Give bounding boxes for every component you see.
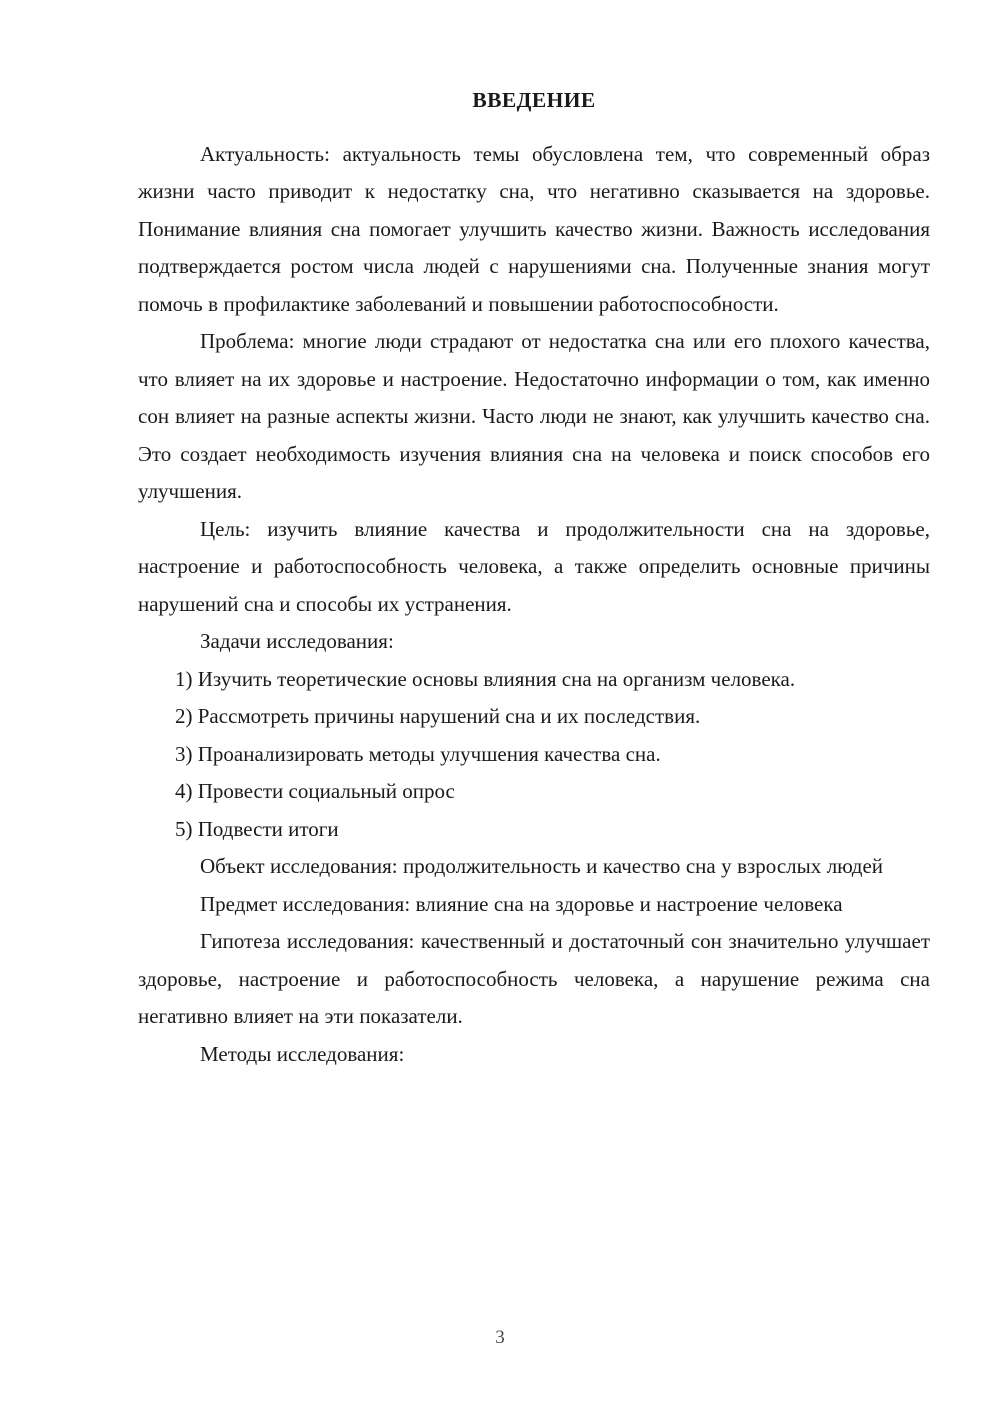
paragraph-hypothesis: Гипотеза исследования: качественный и достаточный сон значительно улучшает здоровье, настроение и работоспособность человека, а нарушение режима сна негативно влияет на эти показатели. bbox=[138, 929, 930, 1029]
list-item: 5) Подвести итоги bbox=[175, 816, 339, 841]
page-title: ВВЕДЕНИЕ bbox=[472, 88, 596, 112]
list-item: 2) Рассмотреть причины нарушений сна и их последствия. bbox=[175, 704, 701, 729]
page-number: 3 bbox=[495, 1327, 505, 1348]
paragraph-object: Объект исследования: продолжительность и качество сна у взрослых людей bbox=[200, 854, 884, 879]
paragraph-problem: Проблема: многие люди страдают от недостатка сна или его плохого качества, что влияет на их здоровье и настроение. Недостаточно информации о том, как именно сон влияет на разные аспекты жизни. Часто люди не знают, как улучшить качество сна. Это создает необходимость изучения влияния сна на человека и поиск способов его улучшения. bbox=[138, 329, 930, 504]
paragraph-goal: Цель: изучить влияние качества и продолжительности сна на здоровье, настроение и работоспособность человека, а также определить основные причины нарушений сна и способы их устранения. bbox=[138, 516, 930, 616]
paragraph-relevance: Актуальность: актуальность темы обусловлена тем, что современный образ жизни часто приводит к недостатку сна, что негативно сказывается на здоровье. Понимание влияния сна помогает улучшить качество жизни. Важность исследования подтверждается ростом числа людей с нарушениями сна. Полученные знания могут помочь в профилактике заболеваний и повышении работоспособности. bbox=[138, 141, 930, 316]
list-item: 1) Изучить теоретические основы влияния сна на организм человека. bbox=[175, 666, 796, 691]
list-item: 4) Провести социальный опрос bbox=[175, 779, 455, 804]
document-body bbox=[138, 88, 930, 1073]
heading-tasks: Задачи исследования: bbox=[200, 629, 394, 654]
list-item: 3) Проанализировать методы улучшения качества сна. bbox=[175, 741, 661, 766]
heading-methods: Методы исследования: bbox=[200, 1041, 405, 1066]
paragraph-subject: Предмет исследования: влияние сна на здоровье и настроение человека bbox=[200, 891, 843, 916]
tasks-list bbox=[138, 661, 930, 849]
